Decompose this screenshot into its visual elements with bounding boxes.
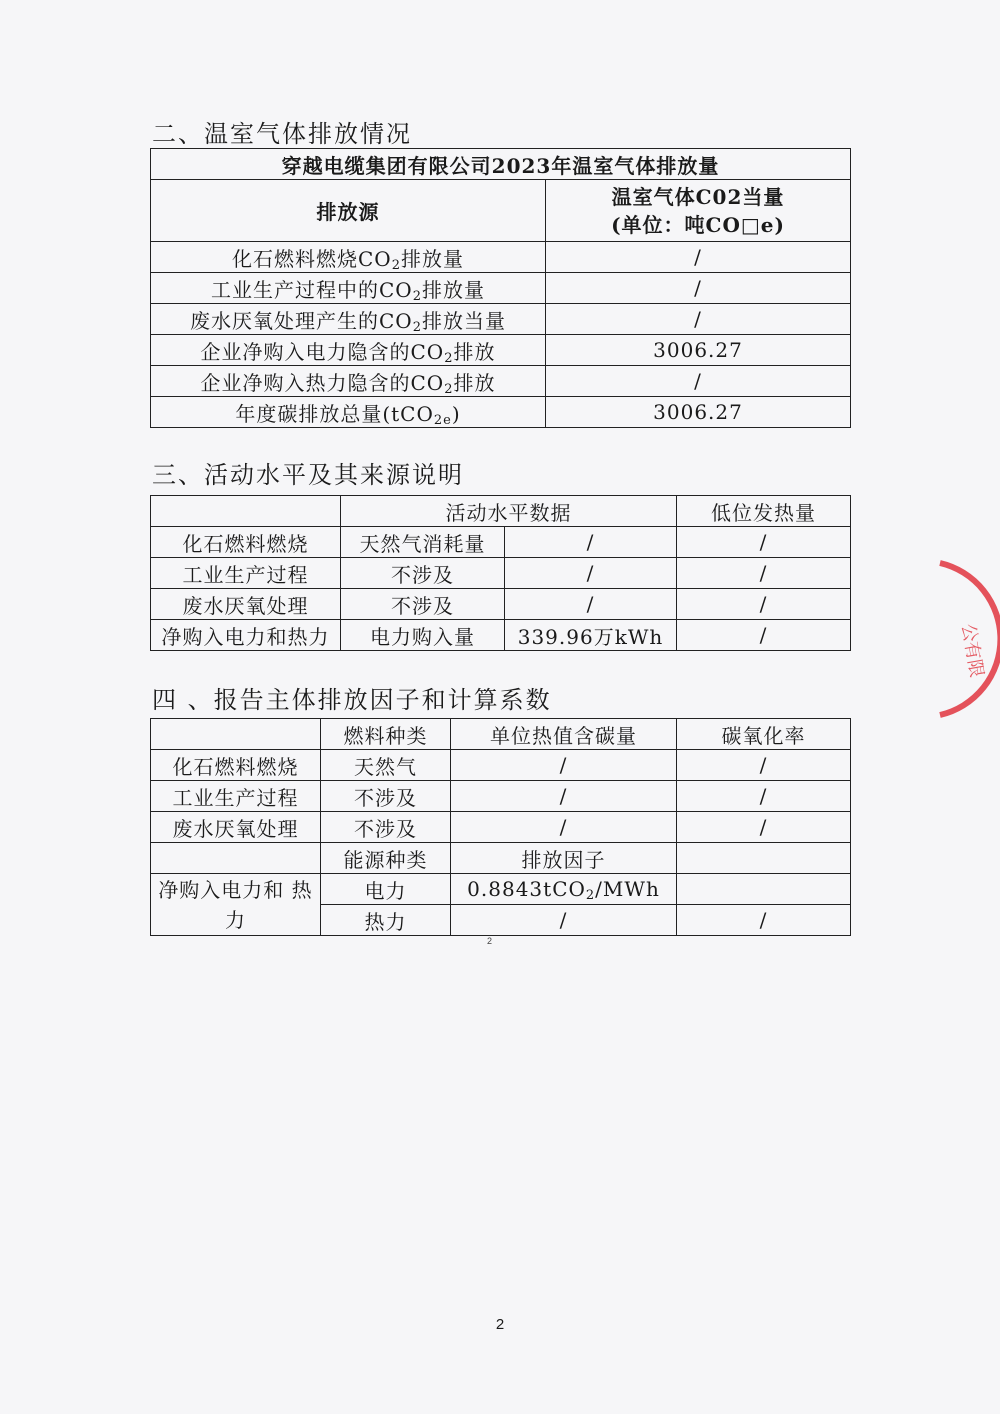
energy-factor-cell: 0.8843tCO$_2$/MWh — [451, 874, 677, 905]
energy-header-factor: 排放因子 — [451, 843, 677, 874]
factor-fuel-cell: 天然气 — [321, 750, 451, 781]
activity-heat-cell: / — [677, 527, 851, 558]
activity-source-cell: 废水厌氧处理 — [151, 589, 341, 620]
section4-heading: 四 、报告主体排放因子和计算系数 — [152, 686, 552, 714]
factor-source-cell: 化石燃料燃烧 — [151, 750, 321, 781]
activity-header-data: 活动水平数据 — [341, 496, 677, 527]
factor-carbon-cell: / — [451, 750, 677, 781]
activity-source-cell: 化石燃料燃烧 — [151, 527, 341, 558]
factor-fuel-cell: 不涉及 — [321, 812, 451, 843]
factor-source-cell: 废水厌氧处理 — [151, 812, 321, 843]
table-row — [151, 750, 851, 781]
col-header-amount-line2: (单位：吨CO□e) — [611, 212, 785, 237]
emission-value-cell: / — [546, 242, 851, 273]
factor-fuel-cell: 不涉及 — [321, 781, 451, 812]
emission-value-cell: / — [546, 273, 851, 304]
factor-header-oxidation: 碳氧化率 — [677, 719, 851, 750]
activity-header-heat: 低位发热量 — [677, 496, 851, 527]
emission-value-cell: / — [546, 366, 851, 397]
emission-factor-table — [150, 718, 851, 936]
table-row — [151, 242, 851, 273]
factor-header-fuel: 燃料种类 — [321, 719, 451, 750]
emission-source-cell: 工业生产过程中的$CO_2$排放量 — [151, 273, 546, 304]
factor-oxidation-cell: / — [677, 750, 851, 781]
activity-item-cell: 天然气消耗量 — [341, 527, 505, 558]
energy-empty-cell — [677, 874, 851, 905]
activity-source-cell: 工业生产过程 — [151, 558, 341, 589]
page-number: 2 — [495, 1316, 505, 1333]
table-row — [151, 273, 851, 304]
col-header-amount — [546, 180, 851, 242]
emissions-table — [150, 148, 851, 428]
energy-factor-cell: / — [451, 905, 677, 936]
activity-data-cell: / — [505, 527, 677, 558]
seal-text: 公有限 — [957, 622, 988, 680]
table-row — [151, 589, 851, 620]
table-row — [151, 781, 851, 812]
activity-item-cell: 不涉及 — [341, 589, 505, 620]
energy-header-blank — [151, 843, 321, 874]
company-seal — [920, 555, 1000, 725]
emission-source-cell: 废水厌氧处理产生的$CO_2$排放当量 — [151, 304, 546, 335]
table-row — [151, 335, 851, 366]
activity-heat-cell: / — [677, 589, 851, 620]
activity-data-cell: / — [505, 589, 677, 620]
section2-heading: 二、温室气体排放情况 — [152, 120, 412, 148]
factor-header-carbon: 单位热值含碳量 — [451, 719, 677, 750]
activity-header-blank — [151, 496, 341, 527]
activity-table — [150, 495, 851, 651]
section3-heading: 三、活动水平及其来源说明 — [152, 461, 464, 489]
table-row — [151, 558, 851, 589]
energy-type-cell: 电力 — [321, 874, 451, 905]
table-row — [151, 843, 851, 874]
energy-oxidation-cell: / — [677, 905, 851, 936]
emission-value-cell: 3006.27 — [546, 397, 851, 428]
emission-source-cell: 年度碳排放总量(tCO$_{2e}$) — [151, 397, 546, 428]
energy-header-type: 能源种类 — [321, 843, 451, 874]
factor-carbon-cell: / — [451, 812, 677, 843]
activity-item-cell: 不涉及 — [341, 558, 505, 589]
table-row — [151, 304, 851, 335]
energy-type-cell: 热力 — [321, 905, 451, 936]
factor-oxidation-cell: / — [677, 781, 851, 812]
emission-value-cell: / — [546, 304, 851, 335]
emissions-table-title: 穿越电缆集团有限公司2023年温室气体排放量 — [151, 149, 851, 180]
tiny-page-mark: 2 — [487, 936, 493, 946]
energy-header-empty — [677, 843, 851, 874]
table-row — [151, 874, 851, 905]
emission-source-cell: 化石燃料燃烧$CO_2$排放量 — [151, 242, 546, 273]
table-row — [151, 620, 851, 651]
activity-source-cell: 净购入电力和热力 — [151, 620, 341, 651]
table-row — [151, 812, 851, 843]
energy-source-cell: 净购入电力和 热力 — [151, 874, 321, 936]
col-header-source: 排放源 — [151, 180, 546, 242]
activity-heat-cell: / — [677, 620, 851, 651]
table-row — [151, 366, 851, 397]
factor-oxidation-cell: / — [677, 812, 851, 843]
factor-source-cell: 工业生产过程 — [151, 781, 321, 812]
activity-item-cell: 电力购入量 — [341, 620, 505, 651]
factor-header-blank — [151, 719, 321, 750]
activity-data-cell: 339.96万kWh — [505, 620, 677, 651]
factor-carbon-cell: / — [451, 781, 677, 812]
emission-value-cell: 3006.27 — [546, 335, 851, 366]
activity-heat-cell: / — [677, 558, 851, 589]
emission-source-cell: 企业净购入热力隐含的$CO_2$排放 — [151, 366, 546, 397]
table-row — [151, 527, 851, 558]
table-row — [151, 397, 851, 428]
emission-source-cell: 企业净购入电力隐含的$CO_2$排放 — [151, 335, 546, 366]
col-header-amount-line1: 温室气体C02当量 — [611, 184, 785, 209]
activity-data-cell: / — [505, 558, 677, 589]
